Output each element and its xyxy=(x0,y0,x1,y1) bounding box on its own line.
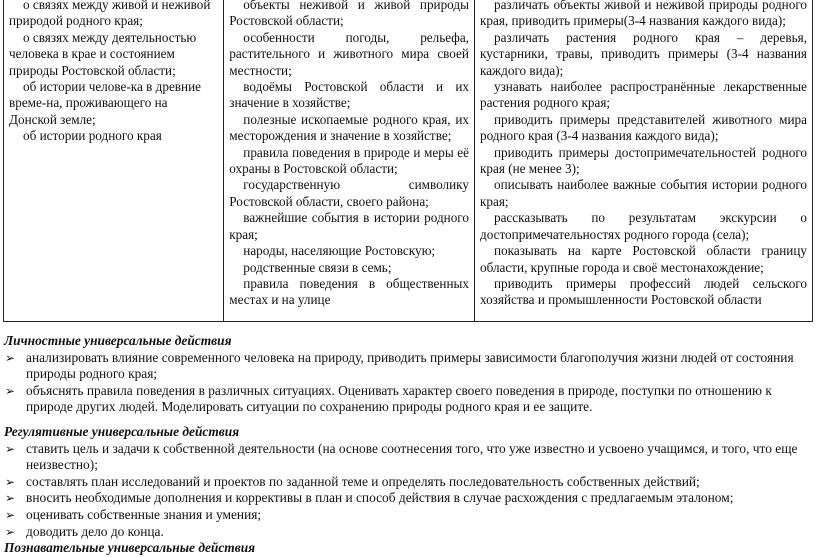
list-item xyxy=(4,490,812,507)
bullet-list xyxy=(4,441,812,541)
cell-paragraph: правила поведения в общественных местах и на улице xyxy=(229,275,469,308)
arrow-bullet-icon: ➢ xyxy=(5,507,16,522)
arrow-bullet-icon: ➢ xyxy=(5,474,16,489)
section-title: Познавательные универсальные действия xyxy=(4,540,256,555)
cell-paragraph: государственную символику Ростовской области, своего района; xyxy=(229,177,469,209)
cell-paragraph: различать растения родного края – деревья, кустарники, травы, приводить примеры (3-4 названия каждого вида); xyxy=(479,29,807,78)
list-item-text: вносить необходимые дополнения и коррективы в план и способ действия в случае расхождения с предлагаемым эталоном; xyxy=(26,490,734,506)
arrow-bullet-icon: ➢ xyxy=(5,441,16,456)
list-item-text: объяснять правила поведения в различных ситуациях. Оценивать характер своего поведения в природе, поступки по отношению к природе других людей. Моделировать ситуации по сохранению природы родного края и ее защите. xyxy=(26,382,772,415)
arrow-bullet-icon: ➢ xyxy=(5,524,16,539)
table-cell-skills xyxy=(474,0,812,322)
cell-paragraph: об истории родного края xyxy=(23,128,162,144)
list-item xyxy=(4,350,812,383)
cell-paragraph: показывать на карте Ростовской области границу области, крупные города и своё местонахождение; xyxy=(479,243,807,275)
cell-paragraph: приводить примеры представителей животного мира родного края (3-4 названия каждого вида); xyxy=(479,111,807,144)
list-item xyxy=(4,524,812,541)
section-title: Регулятивные универсальные действия xyxy=(4,424,240,439)
cell-paragraph: о связях между деятельностью человека в крае и состоянием природы Ростовской области; xyxy=(9,29,197,78)
arrow-bullet-icon: ➢ xyxy=(5,491,16,506)
list-item-text: анализировать влияние современного человека на природу, приводить примеры зависимости благополучия жизни людей от состояния природы родного края; xyxy=(26,349,794,382)
cell-paragraph: правила поведения в природе и меры её охраны в Ростовской области; xyxy=(229,144,469,177)
list-item xyxy=(4,441,812,474)
cell-paragraph: водоёмы Ростовской области и их значение в хозяйстве; xyxy=(229,79,469,111)
arrow-bullet-icon: ➢ xyxy=(5,350,16,365)
bullet-list xyxy=(4,350,812,416)
section-title: Личностные универсальные действия xyxy=(4,333,232,348)
personal-actions-section xyxy=(4,333,812,416)
cell-paragraph: полезные ископаемые родного края, их месторождения и значение в хозяйстве; xyxy=(229,111,469,144)
table-cell-knowledge-topics xyxy=(4,0,224,322)
table-cell-know-items xyxy=(224,0,475,322)
list-item-text: доводить дело до конца. xyxy=(26,523,164,539)
cell-paragraph: родственные связи в семь; xyxy=(243,259,392,275)
cell-paragraph: приводить примеры достопримечательностей родного края (не менее 3); xyxy=(479,144,807,177)
arrow-bullet-icon: ➢ xyxy=(5,383,16,398)
list-item-text: оценивать собственные знания и умения; xyxy=(26,506,262,522)
cell-paragraph: описывать наиболее важные события истории родного края; xyxy=(479,177,807,209)
regulatory-actions-section xyxy=(4,424,812,540)
list-item-text: составлять план исследований и проектов по заданной теме и определять последовательность собственных действий; xyxy=(26,473,700,489)
cell-paragraph: объекты неживой и живой природы Ростовской области; xyxy=(229,0,469,29)
cell-paragraph: различать объекты живой и неживой природы родного края, приводить примеры(3-4 названия каждого вида); xyxy=(479,0,807,29)
cognitive-actions-section xyxy=(4,540,812,557)
knowledge-skills-table xyxy=(3,0,813,322)
table-row xyxy=(4,0,813,322)
cell-paragraph: особенности погоды, рельефа, растительного и животного мира своей местности; xyxy=(229,29,469,78)
cell-paragraph: об истории челове-ка в древние време-на, проживающего на Донской земле; xyxy=(9,79,201,127)
cell-paragraph: народы, населяющие Ростовскую; xyxy=(243,243,436,259)
cell-paragraph: узнавать наиболее распространённые лекарственные растения родного края; xyxy=(479,79,807,111)
cell-paragraph: рассказывать по результатам экскурсии о достопримечательностях родного города (села); xyxy=(479,210,807,242)
cell-paragraph: о связях между живой и неживой природой родного края; xyxy=(9,0,211,29)
cell-paragraph: важнейшие события в истории родного края; xyxy=(229,210,469,242)
list-item xyxy=(4,474,812,491)
list-item xyxy=(4,383,812,416)
cell-paragraph: приводить примеры профессий людей сельского хозяйства и промышленности Ростовской области xyxy=(479,275,807,308)
list-item-text: ставить цель и задачи к собственной деятельности (на основе соотнесения того, что уже известно и усвоено учащимся, и того, что еще неизвестно); xyxy=(26,440,798,473)
list-item xyxy=(4,507,812,524)
